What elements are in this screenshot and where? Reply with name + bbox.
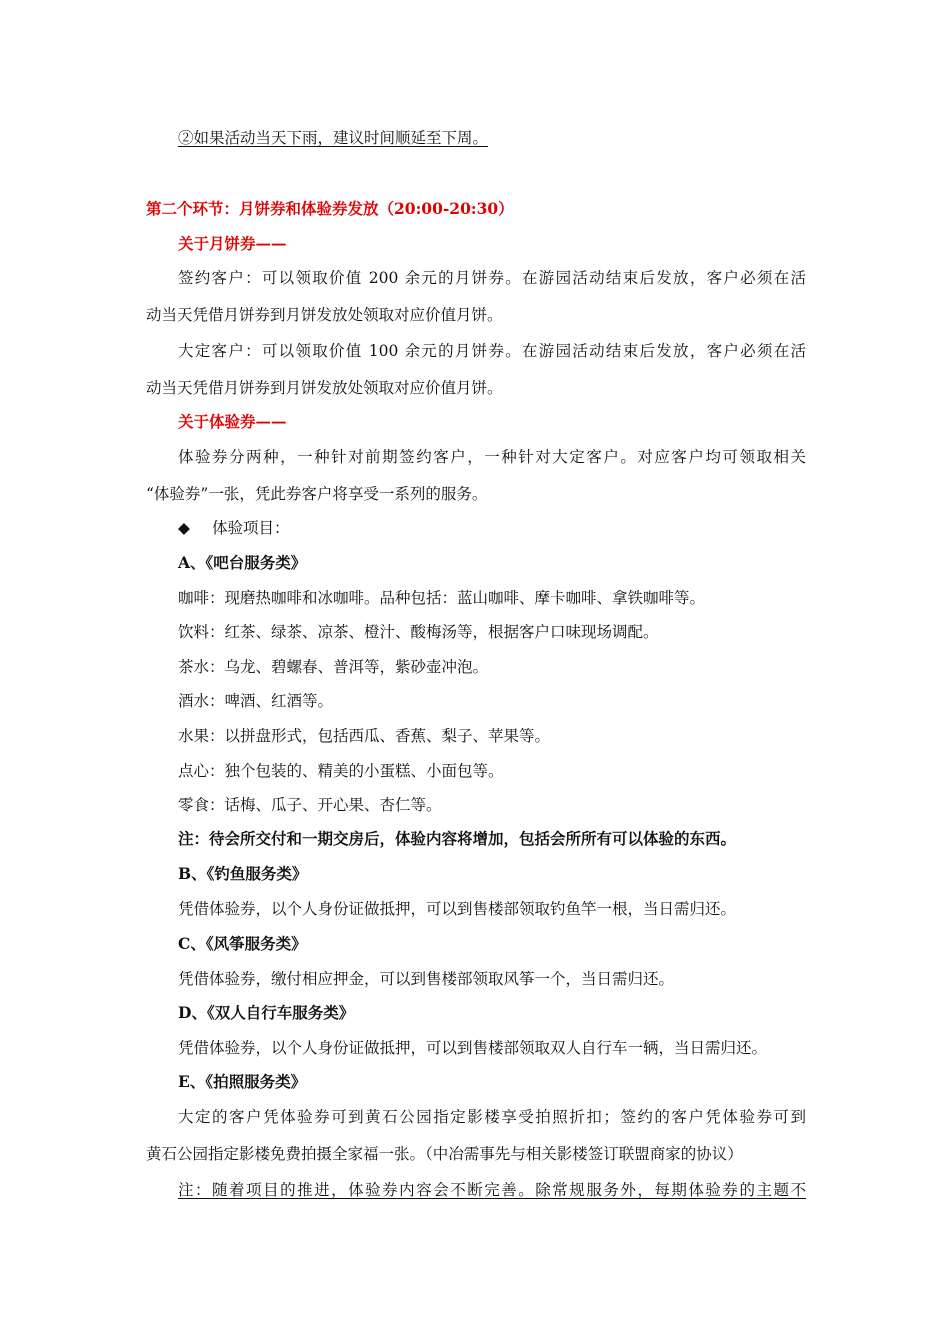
deposit-client-text-cont: 动当天凭借月饼券到月饼发放处领取对应价值月饼。 <box>146 379 503 397</box>
category-d-heading: D、《双人自行车服务类》 <box>178 1003 355 1022</box>
category-e-heading: E、《拍照服务类》 <box>178 1072 307 1091</box>
experience-coupon-text-cont: “体验券”一张，凭此券客户将享受一系列的服务。 <box>146 485 488 503</box>
kite-text: 凭借体验券，缴付相应押金，可以到售楼部领取风筝一个，当日需归还。 <box>178 970 675 988</box>
bar-note: 注：待会所交付和一期交房后，体验内容将增加，包括会所所有可以体验的东西。 <box>178 829 737 848</box>
signed-client-text: 签约客户：可以领取价值 200 余元的月饼券。在游园活动结束后发放，客户必须在活 <box>178 269 806 287</box>
bar-item-nibbles: 零食：话梅、瓜子、开心果、杏仁等。 <box>178 796 442 814</box>
bar-item-snacks: 点心：独个包装的、精美的小蛋糕、小面包等。 <box>178 762 504 780</box>
mooncake-coupon-heading: 关于月饼券—— <box>178 234 287 253</box>
bar-item-drinks: 饮料：红茶、绿茶、凉茶、橙汁、酸梅汤等，根据客户口味现场调配。 <box>178 623 659 641</box>
experience-items-label: 体验项目： <box>212 519 290 537</box>
photo-text-cont: 黄石公园指定影楼免费拍摄全家福一张。（中冶需事先与相关影楼签订联盟商家的协议） <box>146 1145 743 1163</box>
experience-coupon-heading: 关于体验券—— <box>178 412 287 431</box>
photo-text: 大定的客户凭体验券可到黄石公园指定影楼享受拍照折扣；签约的客户凭体验券可到 <box>178 1108 806 1126</box>
section-heading: 第二个环节：月饼券和体验券发放（20:00-20:30） <box>146 199 514 218</box>
closing-note: 注：随着项目的推进，体验券内容会不断完善。除常规服务外，每期体验券的主题不 <box>178 1181 806 1199</box>
category-c-heading: C、《风筝服务类》 <box>178 934 307 953</box>
bicycle-text: 凭借体验券，以个人身份证做抵押，可以到售楼部领取双人自行车一辆，当日需归还。 <box>178 1039 768 1057</box>
signed-client-text-cont: 动当天凭借月饼券到月饼发放处领取对应价值月饼。 <box>146 306 503 324</box>
deposit-client-text: 大定客户：可以领取价值 100 余元的月饼券。在游园活动结束后发放，客户必须在活 <box>178 342 806 360</box>
bar-item-coffee: 咖啡：现磨热咖啡和冰咖啡。品种包括：蓝山咖啡、摩卡咖啡、拿铁咖啡等。 <box>178 589 706 607</box>
fishing-text: 凭借体验券，以个人身份证做抵押，可以到售楼部领取钓鱼竿一根，当日需归还。 <box>178 900 737 918</box>
experience-items-line <box>178 518 290 538</box>
bar-item-alcohol: 酒水：啤酒、红酒等。 <box>178 692 334 710</box>
rain-note: ②如果活动当天下雨，建议时间顺延至下周。 <box>178 129 489 147</box>
category-b-heading: B、《钓鱼服务类》 <box>178 864 308 883</box>
experience-coupon-text: 体验券分两种，一种针对前期签约客户，一种针对大定客户。对应客户均可领取相关 <box>178 448 806 466</box>
category-a-heading: A、《吧台服务类》 <box>178 553 307 572</box>
diamond-bullet-icon: ◆ <box>178 519 190 537</box>
bar-item-fruit: 水果：以拼盘形式，包括西瓜、香蕉、梨子、苹果等。 <box>178 727 551 745</box>
bar-item-tea: 茶水：乌龙、碧螺春、普洱等，紫砂壶冲泡。 <box>178 658 489 676</box>
